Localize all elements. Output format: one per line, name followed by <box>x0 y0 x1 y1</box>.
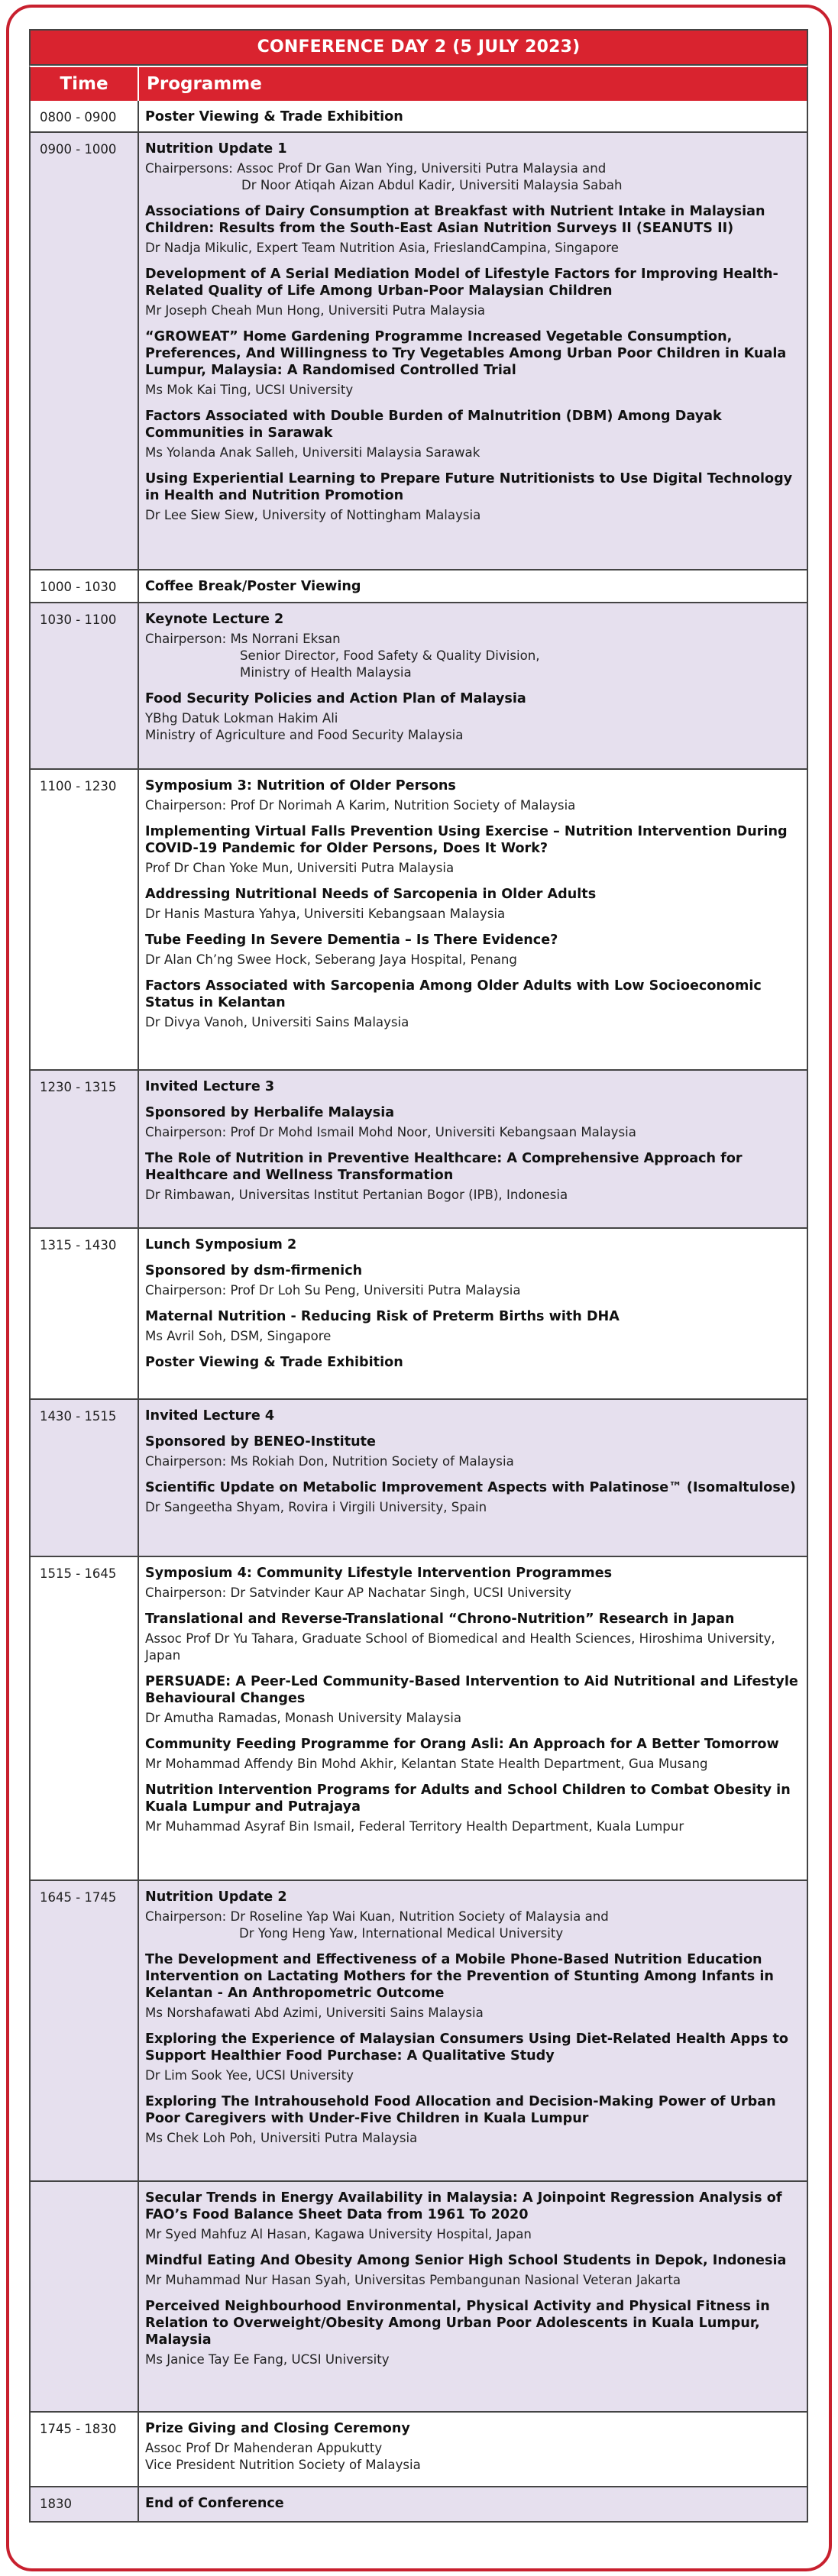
session-title: Symposium 3: Nutrition of Older Persons <box>145 778 456 793</box>
schedule-row <box>29 770 808 1071</box>
session-title: Keynote Lecture 2 <box>145 612 284 627</box>
talk-title: Translational and Reverse-Translational “Chrono-Nutrition” Research in Japan <box>145 1611 735 1627</box>
speaker: Dr Sangeetha Shyam, Rovira i Virgili University, Spain <box>145 1500 487 1514</box>
speaker: Dr Rimbawan, Universitas Institut Pertanian Bogor (IPB), Indonesia <box>145 1188 568 1202</box>
speaker: Dr Divya Vanoh, Universiti Sains Malaysia <box>145 1015 409 1029</box>
schedule-row <box>29 1557 808 1881</box>
session-title: Symposium 4: Community Lifestyle Intervention Programmes <box>145 1566 613 1581</box>
session-title: Coffee Break/Poster Viewing <box>145 579 361 594</box>
talk-title: Maternal Nutrition - Reducing Risk of Preterm Births with DHA <box>145 1309 620 1324</box>
chairperson: Chairperson: Prof Dr Loh Su Peng, Universiti Putra Malaysia <box>145 1283 521 1298</box>
talk-title: “GROWEAT” Home Gardening Programme Increased Vegetable Consumption, Preferences, And Willingness to Try Vegetables Among Urban Poor Children in Kuala Lumpur, Malaysia: A Randomised Controlled Trial <box>145 329 787 378</box>
session-time: 1315 - 1430 <box>31 1229 139 1398</box>
schedule-row <box>29 1400 808 1557</box>
time-column-header: Time <box>31 67 139 101</box>
talk-title: Scientific Update on Metabolic Improvement Aspects with Palatinose™ (Isomaltulose) <box>145 1480 796 1495</box>
speaker: Ms Mok Kai Ting, UCSI University <box>145 383 354 397</box>
talk-title: Mindful Eating And Obesity Among Senior High School Students in Depok, Indonesia <box>145 2253 787 2268</box>
talk-title: Using Experiential Learning to Prepare Future Nutritionists to Use Digital Technology in Health and Nutrition Promotion <box>145 471 793 503</box>
session-title: Nutrition Update 1 <box>145 141 287 157</box>
sponsor: Sponsored by dsm-firmenich <box>145 1263 363 1278</box>
speaker: Mr Muhammad Nur Hasan Syah, Universitas Pembangunan Nasional Veteran Jakarta <box>145 2273 681 2287</box>
talk-title: Exploring The Intrahousehold Food Allocation and Decision-Making Power of Urban Poor Caregivers with Under-Five Children in Kuala Lumpur <box>145 2094 776 2126</box>
session-time: 1515 - 1645 <box>31 1557 139 1879</box>
talk-title: Associations of Dairy Consumption at Breakfast with Nutrient Intake in Malaysian Children: Results from the South-East Asian Nutrition Surveys II (SEANUTS II) <box>145 204 765 236</box>
speaker: Dr Amutha Ramadas, Monash University Malaysia <box>145 1711 462 1725</box>
speaker: Ms Norshafawati Abd Azimi, Universiti Sains Malaysia <box>145 2006 484 2020</box>
talk-title: Development of A Serial Mediation Model of Lifestyle Factors for Improving Health-Related Quality of Life Among Urban-Poor Malaysian Children <box>145 267 778 299</box>
speaker: Mr Mohammad Affendy Bin Mohd Akhir, Kelantan State Health Department, Gua Musang <box>145 1757 708 1771</box>
session-time: 1745 - 1830 <box>31 2413 139 2486</box>
talk-title: Nutrition Intervention Programs for Adults and School Children to Combat Obesity in Kuala Lumpur and Putrajaya <box>145 1783 791 1815</box>
session-time: 1030 - 1100 <box>31 603 139 768</box>
speaker: Assoc Prof Dr Mahenderan Appukutty <box>145 2441 383 2455</box>
schedule-row <box>29 2182 808 2413</box>
programme-table <box>29 29 808 2523</box>
schedule-row <box>29 101 808 133</box>
speaker: Ms Yolanda Anak Salleh, Universiti Malaysia Sarawak <box>145 445 480 460</box>
page-title: CONFERENCE DAY 2 (5 JULY 2023) <box>29 29 808 66</box>
speaker-org: Ministry of Agriculture and Food Security Malaysia <box>145 728 464 742</box>
speaker-org: Vice President Nutrition Society of Malaysia <box>145 2458 421 2472</box>
speaker: Mr Joseph Cheah Mun Hong, Universiti Putra Malaysia <box>145 303 486 318</box>
session-title: Prize Giving and Closing Ceremony <box>145 2421 410 2436</box>
schedule-row <box>29 2487 808 2523</box>
chairperson: Chairperson: Dr Roseline Yap Wai Kuan, Nutrition Society of Malaysia and <box>145 1909 609 1924</box>
talk-title: PERSUADE: A Peer-Led Community-Based Intervention to Aid Nutritional and Lifestyle Behavioural Changes <box>145 1674 798 1706</box>
speaker: Dr Nadja Mikulic, Expert Team Nutrition Asia, FrieslandCampina, Singapore <box>145 241 619 255</box>
session-time: 1430 - 1515 <box>31 1400 139 1556</box>
session-time: 1230 - 1315 <box>31 1071 139 1227</box>
session-time: 0800 - 0900 <box>31 101 139 131</box>
column-headers <box>29 66 808 101</box>
talk-title: The Development and Effectiveness of a Mobile Phone-Based Nutrition Education Intervention on Lactating Mothers for the Prevention of Stunting Among Infants in Kelantan - An Anthropometric Outcome <box>145 1952 774 2001</box>
session-time: 1645 - 1745 <box>31 1881 139 2180</box>
speaker: Dr Lee Siew Siew, University of Nottingham Malaysia <box>145 508 481 522</box>
session-time <box>31 2182 139 2411</box>
chairperson: Chairperson: Prof Dr Norimah A Karim, Nutrition Society of Malaysia <box>145 798 576 813</box>
sponsor: Sponsored by Herbalife Malaysia <box>145 1105 395 1120</box>
speaker: YBhg Datuk Lokman Hakim Ali <box>145 711 338 726</box>
session-time: 1830 <box>31 2487 139 2521</box>
speaker: Mr Syed Mahfuz Al Hasan, Kagawa University Hospital, Japan <box>145 2227 532 2241</box>
talk-title: Factors Associated with Sarcopenia Among Older Adults with Low Socioeconomic Status in Kelantan <box>145 978 762 1010</box>
talk-title: Implementing Virtual Falls Prevention Using Exercise – Nutrition Intervention During COVID-19 Pandemic for Older Persons, Does It Work? <box>145 824 788 856</box>
session-time: 1100 - 1230 <box>31 770 139 1069</box>
schedule-row <box>29 570 808 603</box>
schedule-row <box>29 1229 808 1400</box>
schedule-row <box>29 1071 808 1229</box>
chairperson-title: Senior Director, Food Safety & Quality Division, <box>240 648 540 663</box>
talk-title: Exploring the Experience of Malaysian Consumers Using Diet-Related Health Apps to Support Healthier Food Purchase: A Qualitative Study <box>145 2031 789 2064</box>
talk-title: Factors Associated with Double Burden of Malnutrition (DBM) Among Dayak Communities in Sarawak <box>145 409 722 441</box>
programme-column-header: Programme <box>147 74 262 94</box>
talk-title: Food Security Policies and Action Plan of Malaysia <box>145 691 526 706</box>
talk-title: Community Feeding Programme for Orang Asli: An Approach for A Better Tomorrow <box>145 1737 779 1752</box>
speaker: Dr Hanis Mastura Yahya, Universiti Kebangsaan Malaysia <box>145 907 506 921</box>
schedule-row <box>29 133 808 570</box>
chairperson-org: Ministry of Health Malaysia <box>240 665 412 680</box>
chairperson: Chairperson: Prof Dr Mohd Ismail Mohd Noor, Universiti Kebangsaan Malaysia <box>145 1125 636 1139</box>
talk-title: Tube Feeding In Severe Dementia – Is There Evidence? <box>145 932 558 948</box>
session-title: Poster Viewing & Trade Exhibition <box>145 109 403 124</box>
schedule-row <box>29 1881 808 2182</box>
session-extra: Poster Viewing & Trade Exhibition <box>145 1355 403 1370</box>
chairperson: Chairperson: Ms Norrani Eksan <box>145 632 341 646</box>
chairperson: Dr Yong Heng Yaw, International Medical University <box>239 1926 564 1941</box>
session-title: Invited Lecture 4 <box>145 1408 275 1424</box>
session-title: Lunch Symposium 2 <box>145 1237 297 1252</box>
chairperson: Dr Noor Atiqah Aizan Abdul Kadir, Universiti Malaysia Sabah <box>241 178 623 192</box>
session-title: End of Conference <box>145 2496 284 2511</box>
speaker: Ms Avril Soh, DSM, Singapore <box>145 1329 332 1343</box>
sponsor: Sponsored by BENEO-Institute <box>145 1434 376 1450</box>
talk-title: Addressing Nutritional Needs of Sarcopenia in Older Adults <box>145 887 597 902</box>
chairperson: Chairperson: Dr Satvinder Kaur AP Nachatar Singh, UCSI University <box>145 1585 571 1600</box>
speaker: Dr Lim Sook Yee, UCSI University <box>145 2068 354 2083</box>
speaker: Mr Muhammad Asyraf Bin Ismail, Federal Territory Health Department, Kuala Lumpur <box>145 1819 684 1834</box>
speaker: Ms Janice Tay Ee Fang, UCSI University <box>145 2352 390 2367</box>
talk-title: Secular Trends in Energy Availability in Malaysia: A Joinpoint Regression Analysis of FAO’s Food Balance Sheet Data from 1961 To 2020 <box>145 2190 782 2222</box>
talk-title: Perceived Neighbourhood Environmental, Physical Activity and Physical Fitness in Relation to Overweight/Obesity Among Urban Poor Adolescents in Kuala Lumpur, Malaysia <box>145 2299 770 2348</box>
schedule-row <box>29 603 808 770</box>
session-title: Invited Lecture 3 <box>145 1079 275 1094</box>
session-time: 1000 - 1030 <box>31 570 139 602</box>
session-time: 0900 - 1000 <box>31 133 139 569</box>
speaker: Dr Alan Ch’ng Swee Hock, Seberang Jaya Hospital, Penang <box>145 952 517 967</box>
chairperson: Chairperson: Ms Rokiah Don, Nutrition Society of Malaysia <box>145 1454 514 1469</box>
speaker: Prof Dr Chan Yoke Mun, Universiti Putra Malaysia <box>145 861 455 875</box>
schedule-row <box>29 2413 808 2487</box>
speaker: Ms Chek Loh Poh, Universiti Putra Malaysia <box>145 2131 418 2145</box>
session-title: Nutrition Update 2 <box>145 1889 287 1905</box>
talk-title: The Role of Nutrition in Preventive Healthcare: A Comprehensive Approach for Healthcare and Wellness Transformation <box>145 1151 743 1183</box>
chairperson: Chairpersons: Assoc Prof Dr Gan Wan Ying, Universiti Putra Malaysia and <box>145 161 607 176</box>
speaker: Assoc Prof Dr Yu Tahara, Graduate School of Biomedical and Health Sciences, Hiroshima University, Japan <box>145 1631 775 1663</box>
